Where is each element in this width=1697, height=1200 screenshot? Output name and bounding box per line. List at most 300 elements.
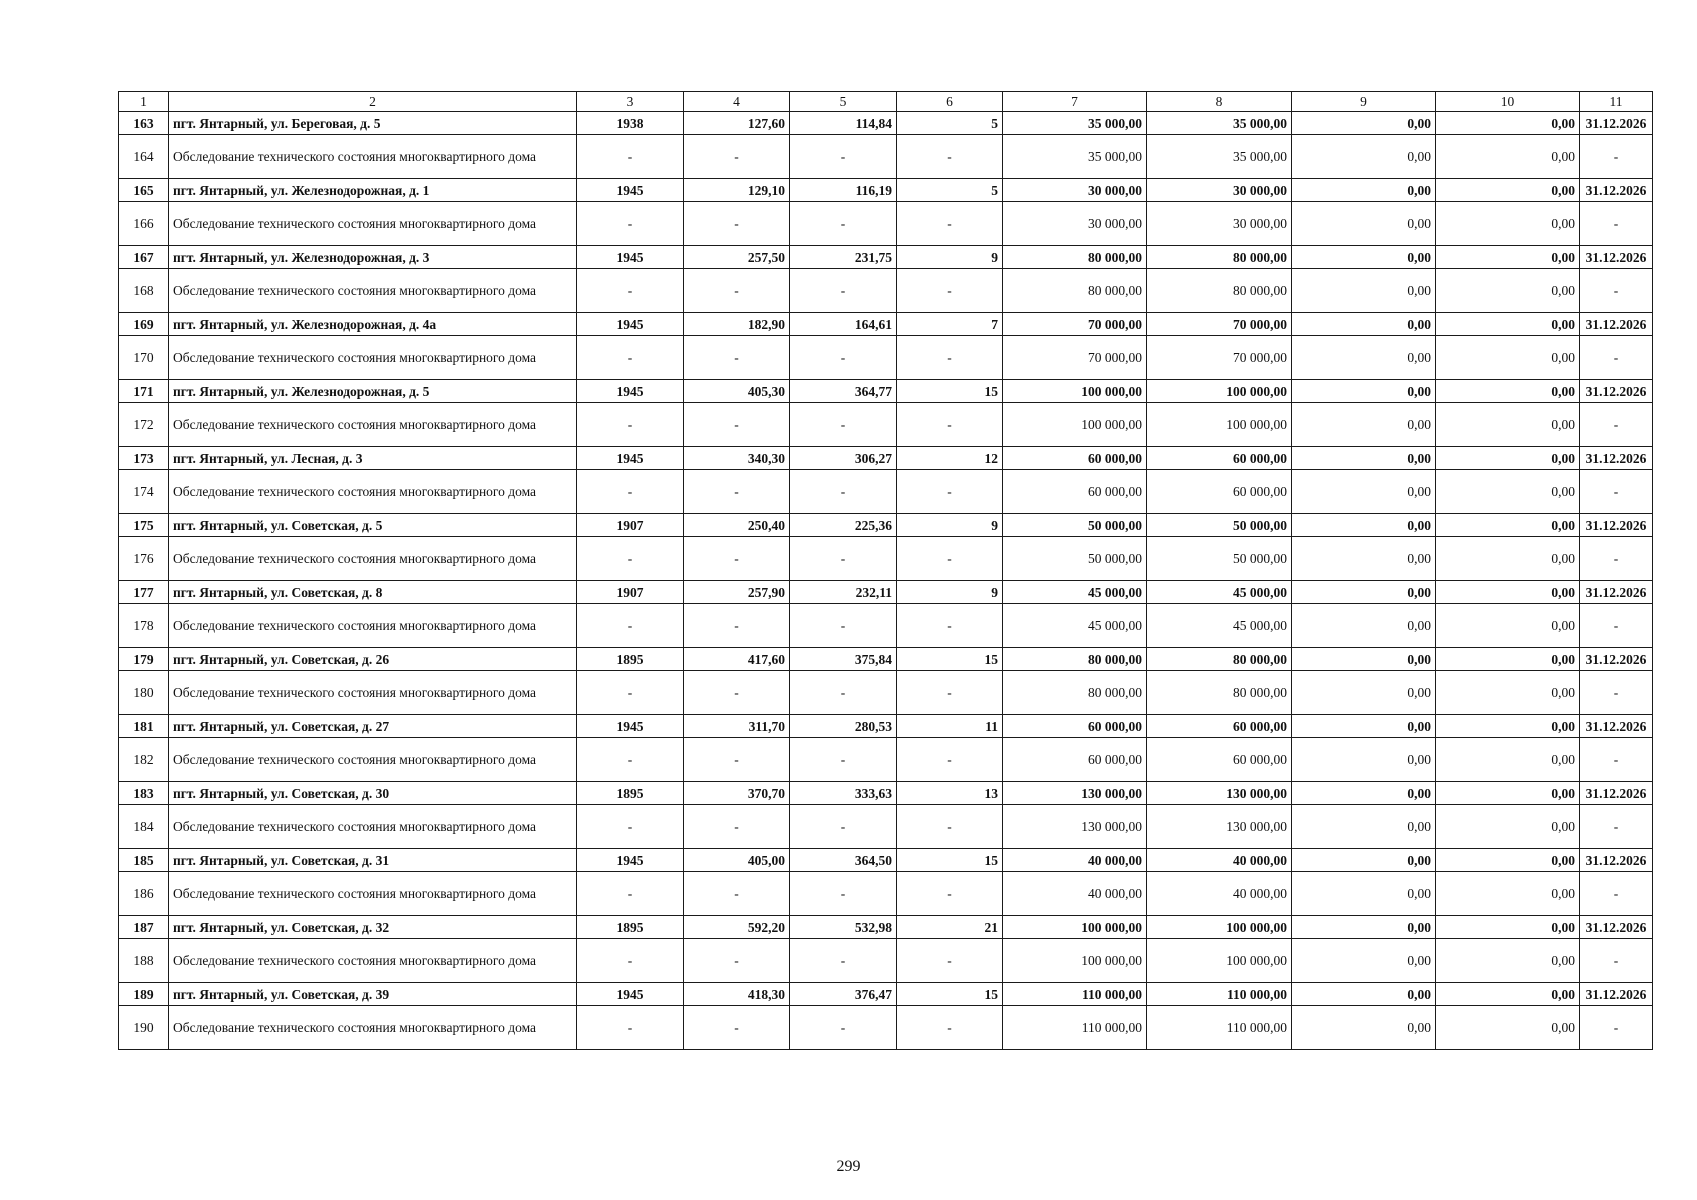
col9-cell: 0,00: [1292, 537, 1436, 581]
row-number-cell: 174: [119, 470, 169, 514]
col6-cell: 15: [897, 983, 1003, 1006]
address-row: [119, 983, 1653, 1006]
address-row: [119, 581, 1653, 604]
object-name-cell: Обследование технического состояния многоквартирного дома: [169, 403, 577, 447]
object-name-cell: пгт. Янтарный, ул. Железнодорожная, д. 5: [169, 380, 577, 403]
col6-cell: -: [897, 872, 1003, 916]
row-number-cell: 182: [119, 738, 169, 782]
col4-cell: -: [684, 805, 790, 849]
row-number-cell: 183: [119, 782, 169, 805]
col10-cell: 0,00: [1436, 380, 1580, 403]
date-cell: -: [1580, 604, 1653, 648]
col9-cell: 0,00: [1292, 648, 1436, 671]
col5-cell: 306,27: [790, 447, 897, 470]
row-number-cell: 181: [119, 715, 169, 738]
row-number-cell: 163: [119, 112, 169, 135]
header-cell: 7: [1003, 92, 1147, 112]
col6-cell: 15: [897, 648, 1003, 671]
survey-row: [119, 269, 1653, 313]
col4-cell: -: [684, 738, 790, 782]
col10-cell: 0,00: [1436, 805, 1580, 849]
col4-cell: 182,90: [684, 313, 790, 336]
col10-cell: 0,00: [1436, 738, 1580, 782]
col4-cell: -: [684, 872, 790, 916]
row-number-cell: 186: [119, 872, 169, 916]
col7-cell: 40 000,00: [1003, 872, 1147, 916]
object-name-cell: пгт. Янтарный, ул. Советская, д. 39: [169, 983, 577, 1006]
col4-cell: 257,50: [684, 246, 790, 269]
col9-cell: 0,00: [1292, 849, 1436, 872]
date-cell: 31.12.2026: [1580, 916, 1653, 939]
col10-cell: 0,00: [1436, 403, 1580, 447]
date-cell: -: [1580, 403, 1653, 447]
col6-cell: 9: [897, 581, 1003, 604]
year-cell: -: [577, 336, 684, 380]
col5-cell: 376,47: [790, 983, 897, 1006]
date-cell: -: [1580, 269, 1653, 313]
year-cell: 1895: [577, 916, 684, 939]
col9-cell: 0,00: [1292, 514, 1436, 537]
col4-cell: -: [684, 671, 790, 715]
col10-cell: 0,00: [1436, 872, 1580, 916]
col4-cell: -: [684, 135, 790, 179]
object-name-cell: пгт. Янтарный, ул. Советская, д. 31: [169, 849, 577, 872]
year-cell: 1945: [577, 849, 684, 872]
object-name-cell: пгт. Янтарный, ул. Советская, д. 8: [169, 581, 577, 604]
year-cell: 1945: [577, 447, 684, 470]
col4-cell: -: [684, 939, 790, 983]
col10-cell: 0,00: [1436, 135, 1580, 179]
col6-cell: -: [897, 805, 1003, 849]
col5-cell: 532,98: [790, 916, 897, 939]
col4-cell: 592,20: [684, 916, 790, 939]
col10-cell: 0,00: [1436, 916, 1580, 939]
col7-cell: 35 000,00: [1003, 135, 1147, 179]
col5-cell: -: [790, 604, 897, 648]
survey-row: [119, 671, 1653, 715]
row-number-cell: 176: [119, 537, 169, 581]
col10-cell: 0,00: [1436, 782, 1580, 805]
col6-cell: -: [897, 202, 1003, 246]
object-name-cell: Обследование технического состояния многоквартирного дома: [169, 604, 577, 648]
year-cell: -: [577, 939, 684, 983]
col8-cell: 40 000,00: [1147, 849, 1292, 872]
col6-cell: 12: [897, 447, 1003, 470]
col8-cell: 60 000,00: [1147, 447, 1292, 470]
row-number-cell: 178: [119, 604, 169, 648]
col6-cell: -: [897, 135, 1003, 179]
header-cell: 3: [577, 92, 684, 112]
col8-cell: 70 000,00: [1147, 313, 1292, 336]
col9-cell: 0,00: [1292, 738, 1436, 782]
object-name-cell: Обследование технического состояния многоквартирного дома: [169, 939, 577, 983]
col7-cell: 50 000,00: [1003, 537, 1147, 581]
address-row: [119, 313, 1653, 336]
address-row: [119, 380, 1653, 403]
col9-cell: 0,00: [1292, 872, 1436, 916]
date-cell: -: [1580, 671, 1653, 715]
col6-cell: 15: [897, 380, 1003, 403]
year-cell: -: [577, 537, 684, 581]
date-cell: 31.12.2026: [1580, 179, 1653, 202]
col8-cell: 40 000,00: [1147, 872, 1292, 916]
date-cell: 31.12.2026: [1580, 514, 1653, 537]
col9-cell: 0,00: [1292, 916, 1436, 939]
date-cell: 31.12.2026: [1580, 112, 1653, 135]
year-cell: -: [577, 269, 684, 313]
year-cell: 1945: [577, 715, 684, 738]
year-cell: -: [577, 671, 684, 715]
col7-cell: 30 000,00: [1003, 179, 1147, 202]
object-name-cell: Обследование технического состояния многоквартирного дома: [169, 805, 577, 849]
col5-cell: -: [790, 939, 897, 983]
col7-cell: 60 000,00: [1003, 715, 1147, 738]
row-number-cell: 173: [119, 447, 169, 470]
date-cell: -: [1580, 872, 1653, 916]
col4-cell: 370,70: [684, 782, 790, 805]
date-cell: 31.12.2026: [1580, 983, 1653, 1006]
col4-cell: 340,30: [684, 447, 790, 470]
column-number-header: [119, 92, 1653, 112]
col9-cell: 0,00: [1292, 782, 1436, 805]
year-cell: -: [577, 403, 684, 447]
col8-cell: 60 000,00: [1147, 715, 1292, 738]
col10-cell: 0,00: [1436, 939, 1580, 983]
col8-cell: 50 000,00: [1147, 537, 1292, 581]
year-cell: -: [577, 738, 684, 782]
object-name-cell: Обследование технического состояния многоквартирного дома: [169, 1006, 577, 1050]
col4-cell: -: [684, 403, 790, 447]
data-table: [118, 91, 1653, 1050]
col5-cell: 375,84: [790, 648, 897, 671]
header-cell: 6: [897, 92, 1003, 112]
col10-cell: 0,00: [1436, 179, 1580, 202]
address-row: [119, 447, 1653, 470]
object-name-cell: Обследование технического состояния многоквартирного дома: [169, 336, 577, 380]
year-cell: -: [577, 135, 684, 179]
year-cell: 1938: [577, 112, 684, 135]
col9-cell: 0,00: [1292, 313, 1436, 336]
col7-cell: 30 000,00: [1003, 202, 1147, 246]
date-cell: -: [1580, 805, 1653, 849]
col4-cell: -: [684, 202, 790, 246]
object-name-cell: Обследование технического состояния многоквартирного дома: [169, 269, 577, 313]
col6-cell: -: [897, 738, 1003, 782]
col8-cell: 100 000,00: [1147, 916, 1292, 939]
col9-cell: 0,00: [1292, 202, 1436, 246]
survey-row: [119, 604, 1653, 648]
year-cell: 1907: [577, 514, 684, 537]
col7-cell: 60 000,00: [1003, 738, 1147, 782]
col9-cell: 0,00: [1292, 604, 1436, 648]
date-cell: -: [1580, 1006, 1653, 1050]
year-cell: 1945: [577, 313, 684, 336]
col10-cell: 0,00: [1436, 336, 1580, 380]
col5-cell: 231,75: [790, 246, 897, 269]
col7-cell: 110 000,00: [1003, 1006, 1147, 1050]
col10-cell: 0,00: [1436, 983, 1580, 1006]
date-cell: 31.12.2026: [1580, 849, 1653, 872]
col10-cell: 0,00: [1436, 648, 1580, 671]
col7-cell: 110 000,00: [1003, 983, 1147, 1006]
object-name-cell: пгт. Янтарный, ул. Советская, д. 26: [169, 648, 577, 671]
row-number-cell: 177: [119, 581, 169, 604]
year-cell: -: [577, 604, 684, 648]
address-row: [119, 112, 1653, 135]
col5-cell: -: [790, 202, 897, 246]
col10-cell: 0,00: [1436, 202, 1580, 246]
date-cell: -: [1580, 537, 1653, 581]
row-number-cell: 185: [119, 849, 169, 872]
col5-cell: 364,77: [790, 380, 897, 403]
date-cell: -: [1580, 470, 1653, 514]
col8-cell: 30 000,00: [1147, 202, 1292, 246]
col6-cell: -: [897, 1006, 1003, 1050]
col6-cell: 5: [897, 112, 1003, 135]
header-cell: 11: [1580, 92, 1653, 112]
col8-cell: 80 000,00: [1147, 671, 1292, 715]
col7-cell: 100 000,00: [1003, 403, 1147, 447]
col5-cell: -: [790, 537, 897, 581]
row-number-cell: 169: [119, 313, 169, 336]
date-cell: 31.12.2026: [1580, 782, 1653, 805]
col9-cell: 0,00: [1292, 403, 1436, 447]
year-cell: 1945: [577, 983, 684, 1006]
object-name-cell: Обследование технического состояния многоквартирного дома: [169, 135, 577, 179]
col5-cell: -: [790, 1006, 897, 1050]
col6-cell: 9: [897, 514, 1003, 537]
col5-cell: 364,50: [790, 849, 897, 872]
col6-cell: -: [897, 939, 1003, 983]
address-row: [119, 715, 1653, 738]
object-name-cell: пгт. Янтарный, ул. Советская, д. 27: [169, 715, 577, 738]
object-name-cell: пгт. Янтарный, ул. Лесная, д. 3: [169, 447, 577, 470]
date-cell: 31.12.2026: [1580, 246, 1653, 269]
col9-cell: 0,00: [1292, 581, 1436, 604]
date-cell: 31.12.2026: [1580, 648, 1653, 671]
col10-cell: 0,00: [1436, 1006, 1580, 1050]
col9-cell: 0,00: [1292, 939, 1436, 983]
year-cell: -: [577, 805, 684, 849]
col8-cell: 35 000,00: [1147, 135, 1292, 179]
col6-cell: -: [897, 269, 1003, 313]
col8-cell: 100 000,00: [1147, 403, 1292, 447]
row-number-cell: 187: [119, 916, 169, 939]
date-cell: -: [1580, 202, 1653, 246]
col8-cell: 50 000,00: [1147, 514, 1292, 537]
year-cell: 1945: [577, 380, 684, 403]
col5-cell: -: [790, 403, 897, 447]
row-number-cell: 175: [119, 514, 169, 537]
row-number-cell: 170: [119, 336, 169, 380]
col10-cell: 0,00: [1436, 671, 1580, 715]
col6-cell: -: [897, 671, 1003, 715]
col4-cell: 417,60: [684, 648, 790, 671]
object-name-cell: пгт. Янтарный, ул. Советская, д. 30: [169, 782, 577, 805]
object-name-cell: пгт. Янтарный, ул. Советская, д. 5: [169, 514, 577, 537]
col5-cell: 164,61: [790, 313, 897, 336]
col9-cell: 0,00: [1292, 380, 1436, 403]
address-row: [119, 246, 1653, 269]
col5-cell: 116,19: [790, 179, 897, 202]
col4-cell: -: [684, 604, 790, 648]
year-cell: 1945: [577, 246, 684, 269]
row-number-cell: 189: [119, 983, 169, 1006]
col10-cell: 0,00: [1436, 313, 1580, 336]
col7-cell: 70 000,00: [1003, 336, 1147, 380]
col4-cell: -: [684, 269, 790, 313]
year-cell: -: [577, 470, 684, 514]
object-name-cell: пгт. Янтарный, ул. Железнодорожная, д. 4а: [169, 313, 577, 336]
col10-cell: 0,00: [1436, 604, 1580, 648]
col9-cell: 0,00: [1292, 135, 1436, 179]
col7-cell: 80 000,00: [1003, 246, 1147, 269]
col7-cell: 80 000,00: [1003, 671, 1147, 715]
survey-row: [119, 336, 1653, 380]
col6-cell: 15: [897, 849, 1003, 872]
col8-cell: 45 000,00: [1147, 604, 1292, 648]
address-row: [119, 782, 1653, 805]
col5-cell: -: [790, 269, 897, 313]
col6-cell: 9: [897, 246, 1003, 269]
col8-cell: 100 000,00: [1147, 939, 1292, 983]
col9-cell: 0,00: [1292, 1006, 1436, 1050]
header-cell: 1: [119, 92, 169, 112]
object-name-cell: Обследование технического состояния многоквартирного дома: [169, 202, 577, 246]
row-number-cell: 167: [119, 246, 169, 269]
survey-row: [119, 872, 1653, 916]
header-cell: 5: [790, 92, 897, 112]
address-row: [119, 179, 1653, 202]
col4-cell: 311,70: [684, 715, 790, 738]
col7-cell: 45 000,00: [1003, 581, 1147, 604]
col8-cell: 80 000,00: [1147, 246, 1292, 269]
date-cell: 31.12.2026: [1580, 380, 1653, 403]
col10-cell: 0,00: [1436, 447, 1580, 470]
col4-cell: 418,30: [684, 983, 790, 1006]
col5-cell: -: [790, 671, 897, 715]
survey-row: [119, 470, 1653, 514]
col9-cell: 0,00: [1292, 179, 1436, 202]
year-cell: -: [577, 1006, 684, 1050]
col6-cell: -: [897, 537, 1003, 581]
col9-cell: 0,00: [1292, 671, 1436, 715]
col6-cell: -: [897, 470, 1003, 514]
col5-cell: -: [790, 135, 897, 179]
col8-cell: 80 000,00: [1147, 648, 1292, 671]
object-name-cell: Обследование технического состояния многоквартирного дома: [169, 872, 577, 916]
object-name-cell: пгт. Янтарный, ул. Железнодорожная, д. 1: [169, 179, 577, 202]
col10-cell: 0,00: [1436, 537, 1580, 581]
row-number-cell: 171: [119, 380, 169, 403]
address-row: [119, 916, 1653, 939]
col7-cell: 130 000,00: [1003, 782, 1147, 805]
row-number-cell: 166: [119, 202, 169, 246]
col6-cell: -: [897, 604, 1003, 648]
row-number-cell: 165: [119, 179, 169, 202]
col9-cell: 0,00: [1292, 269, 1436, 313]
year-cell: 1895: [577, 782, 684, 805]
col8-cell: 30 000,00: [1147, 179, 1292, 202]
col9-cell: 0,00: [1292, 983, 1436, 1006]
col7-cell: 45 000,00: [1003, 604, 1147, 648]
col8-cell: 100 000,00: [1147, 380, 1292, 403]
survey-row: [119, 537, 1653, 581]
object-name-cell: пгт. Янтарный, ул. Железнодорожная, д. 3: [169, 246, 577, 269]
address-row: [119, 648, 1653, 671]
col5-cell: -: [790, 805, 897, 849]
header-cell: 8: [1147, 92, 1292, 112]
object-name-cell: Обследование технического состояния многоквартирного дома: [169, 671, 577, 715]
survey-row: [119, 805, 1653, 849]
col6-cell: -: [897, 403, 1003, 447]
row-number-cell: 190: [119, 1006, 169, 1050]
col5-cell: 225,36: [790, 514, 897, 537]
col10-cell: 0,00: [1436, 715, 1580, 738]
year-cell: 1945: [577, 179, 684, 202]
object-name-cell: Обследование технического состояния многоквартирного дома: [169, 537, 577, 581]
col6-cell: -: [897, 336, 1003, 380]
col5-cell: 114,84: [790, 112, 897, 135]
col4-cell: -: [684, 336, 790, 380]
year-cell: -: [577, 202, 684, 246]
date-cell: -: [1580, 939, 1653, 983]
header-cell: 4: [684, 92, 790, 112]
col7-cell: 70 000,00: [1003, 313, 1147, 336]
col4-cell: -: [684, 470, 790, 514]
row-number-cell: 164: [119, 135, 169, 179]
survey-row: [119, 135, 1653, 179]
col7-cell: 130 000,00: [1003, 805, 1147, 849]
col10-cell: 0,00: [1436, 849, 1580, 872]
col5-cell: 280,53: [790, 715, 897, 738]
col4-cell: -: [684, 537, 790, 581]
col10-cell: 0,00: [1436, 470, 1580, 514]
col7-cell: 100 000,00: [1003, 916, 1147, 939]
address-row: [119, 849, 1653, 872]
col10-cell: 0,00: [1436, 246, 1580, 269]
col8-cell: 130 000,00: [1147, 805, 1292, 849]
col4-cell: 250,40: [684, 514, 790, 537]
col9-cell: 0,00: [1292, 112, 1436, 135]
col8-cell: 80 000,00: [1147, 269, 1292, 313]
col9-cell: 0,00: [1292, 470, 1436, 514]
date-cell: 31.12.2026: [1580, 447, 1653, 470]
col5-cell: -: [790, 872, 897, 916]
col9-cell: 0,00: [1292, 805, 1436, 849]
row-number-cell: 180: [119, 671, 169, 715]
col7-cell: 50 000,00: [1003, 514, 1147, 537]
col9-cell: 0,00: [1292, 447, 1436, 470]
col9-cell: 0,00: [1292, 336, 1436, 380]
col8-cell: 35 000,00: [1147, 112, 1292, 135]
row-number-cell: 168: [119, 269, 169, 313]
year-cell: -: [577, 872, 684, 916]
col4-cell: 129,10: [684, 179, 790, 202]
row-number-cell: 184: [119, 805, 169, 849]
col7-cell: 60 000,00: [1003, 447, 1147, 470]
col10-cell: 0,00: [1436, 514, 1580, 537]
col7-cell: 40 000,00: [1003, 849, 1147, 872]
survey-row: [119, 738, 1653, 782]
col5-cell: -: [790, 738, 897, 782]
col5-cell: -: [790, 470, 897, 514]
survey-row: [119, 939, 1653, 983]
header-cell: 10: [1436, 92, 1580, 112]
col8-cell: 60 000,00: [1147, 738, 1292, 782]
page-number: 299: [836, 1158, 861, 1175]
date-cell: 31.12.2026: [1580, 715, 1653, 738]
